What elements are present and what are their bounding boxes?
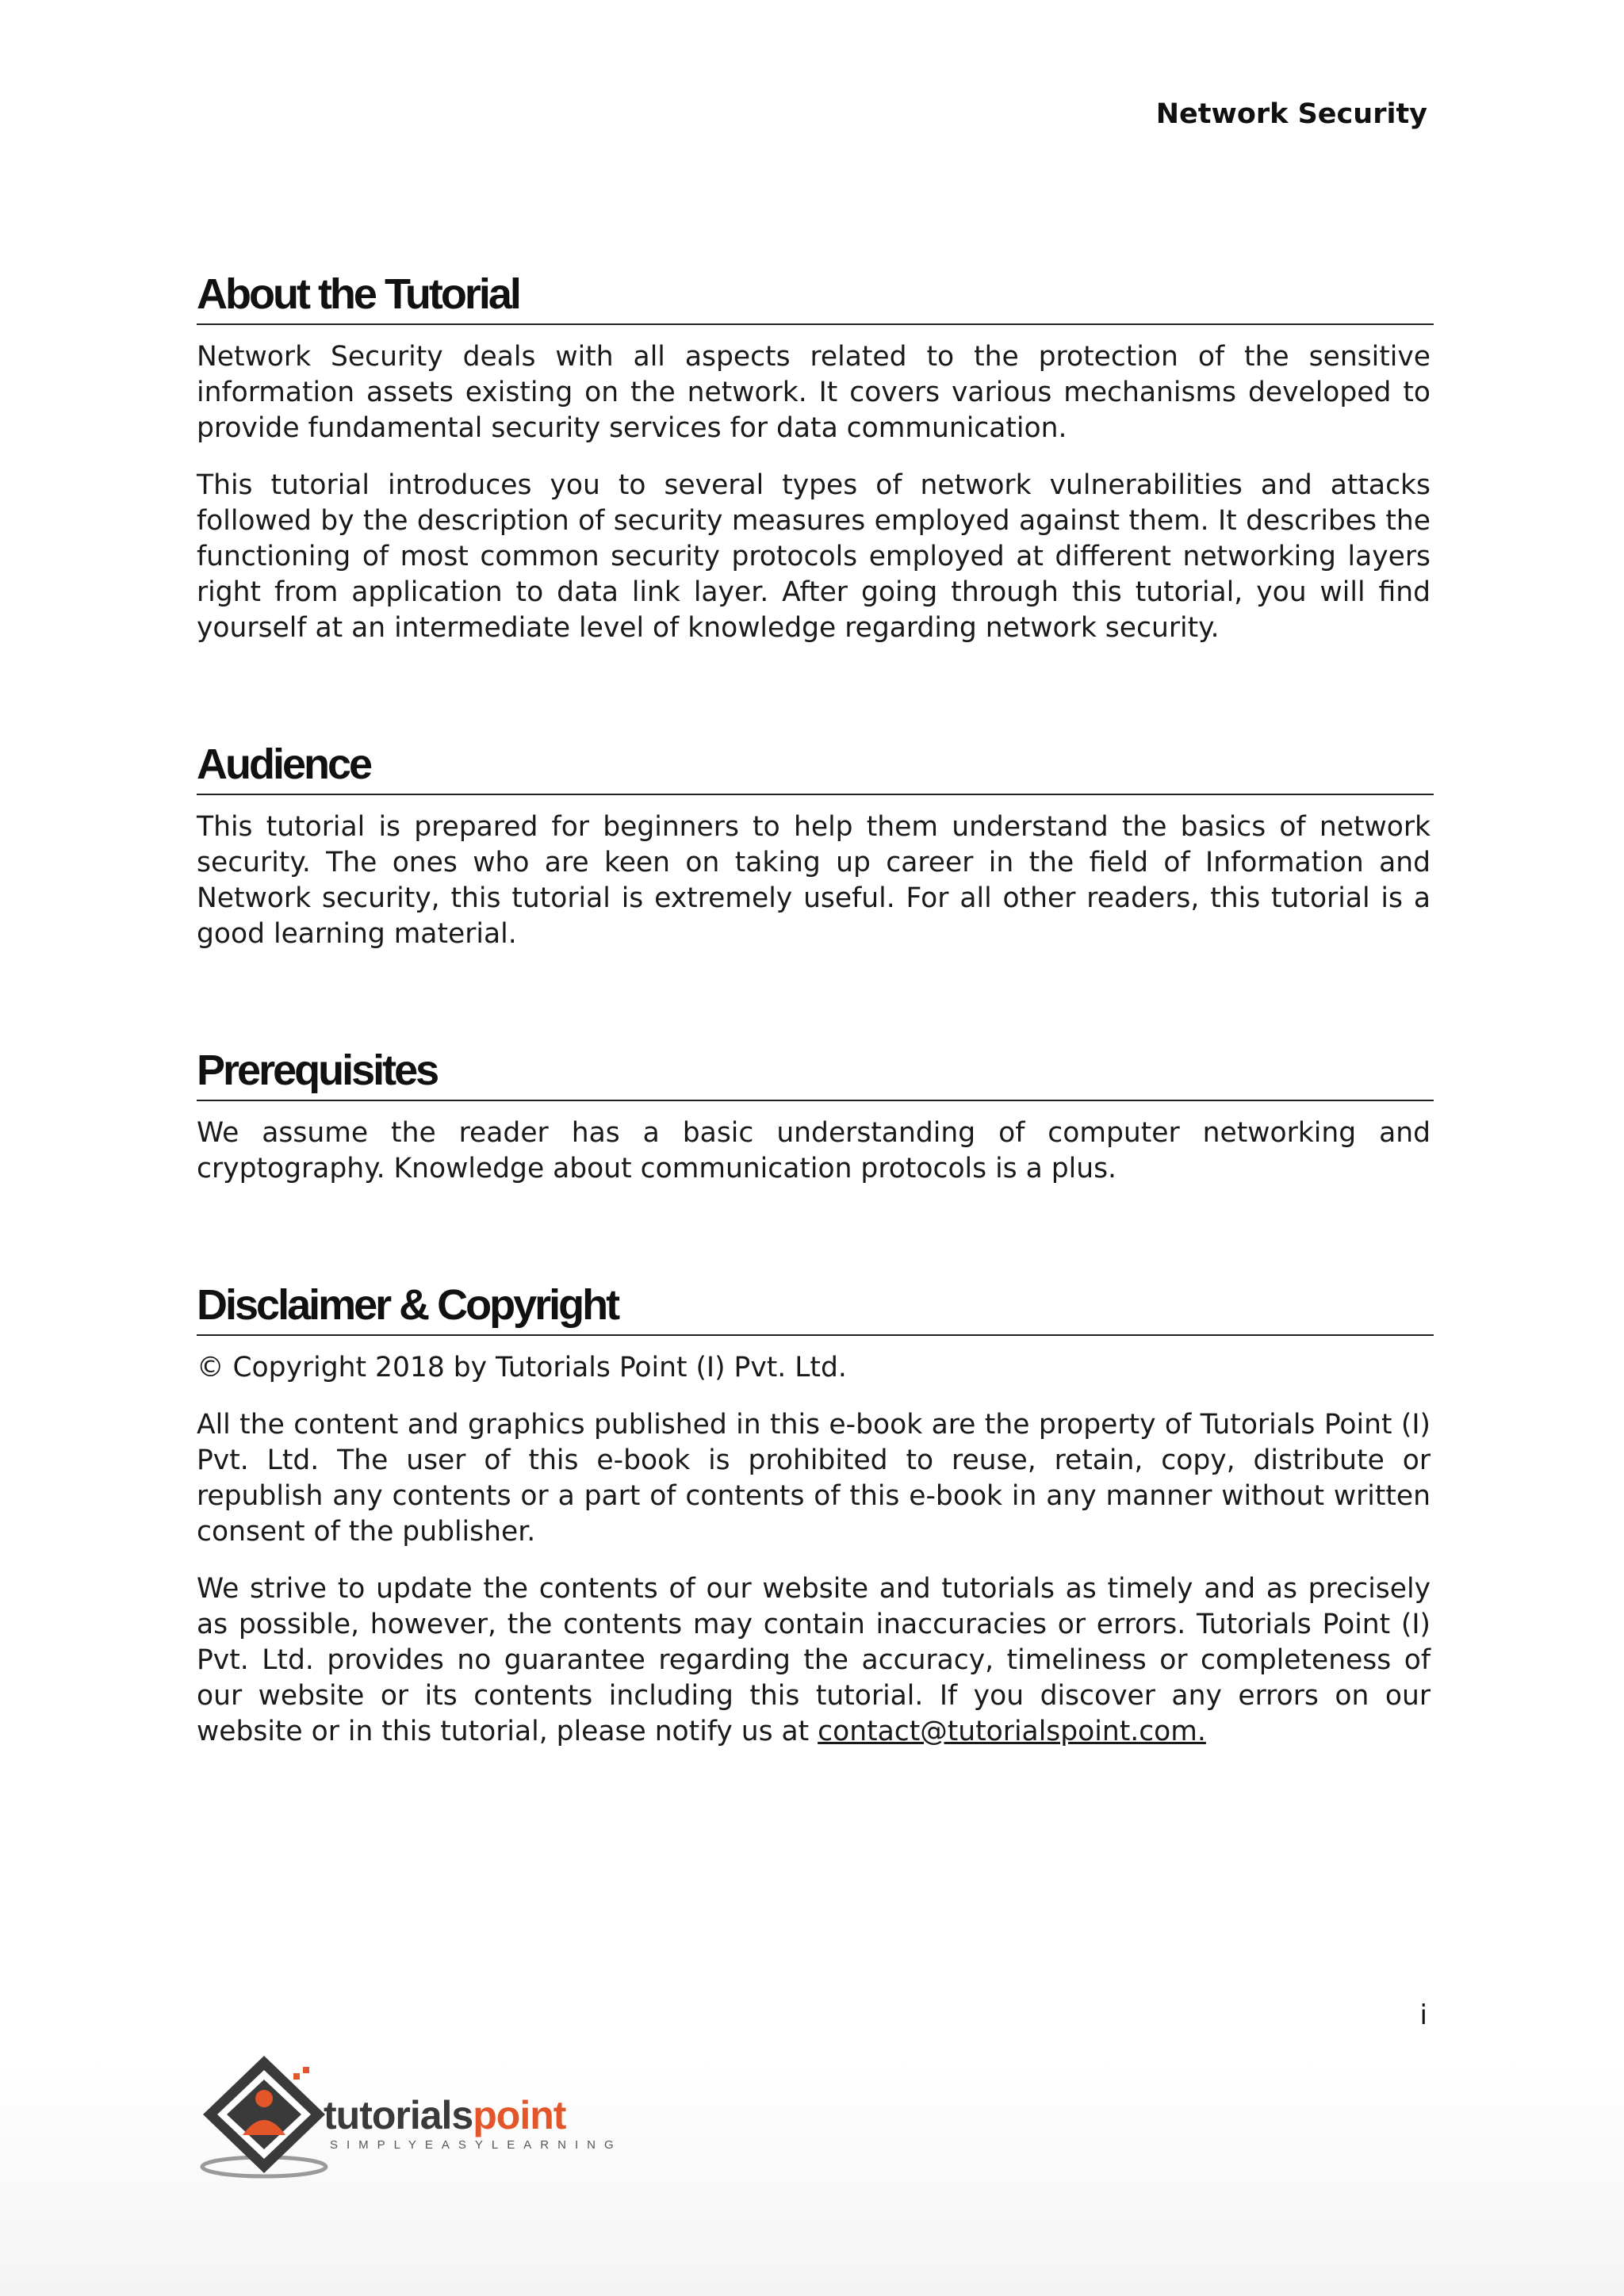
section-audience (197, 740, 1431, 952)
section-heading: Audience (197, 740, 1434, 795)
section-heading: Prerequisites (197, 1046, 1434, 1101)
logo-diamond-icon (197, 2049, 331, 2180)
section-heading: Disclaimer & Copyright (197, 1280, 1434, 1336)
logo-wordmark (324, 2095, 565, 2135)
contact-email-link[interactable]: contact@tutorialspoint.com. (818, 1716, 1206, 1748)
paragraph: All the content and graphics published in this e-book are the property of Tutorials Point (I) Pvt. Ltd. The user of this e-book is prohibited to reuse, retain, copy, distribute or republish any contents or a part of contents of this e-book in any manner without written consent of the publisher. (197, 1409, 1431, 1548)
running-header: Network Security (1155, 98, 1427, 130)
page-content (197, 270, 1431, 1750)
logo-tagline: SIMPLYEASYLEARNING (330, 2138, 622, 2152)
section-prerequisites (197, 1046, 1431, 1187)
section-about-the-tutorial (197, 270, 1431, 646)
copyright-line: © Copyright 2018 by Tutorials Point (I) Pvt. Ltd. (197, 1352, 847, 1384)
paragraph: This tutorial is prepared for beginners to help them understand the basics of network security. The ones who are keen on taking up career in the field of Information and Network security, this tutorial is extremely useful. For all other readers, this tutorial is a good learning material. (197, 811, 1431, 951)
logo-word-tutorials: tutorials (324, 2093, 473, 2137)
tutorialspoint-logo (197, 2049, 641, 2180)
page-number: i (1419, 1999, 1427, 2031)
paragraph: Network Security deals with all aspects related to the protection of the sensitive information assets existing on the network. It covers various mechanisms developed to provide fundamental security services for data communication. (197, 341, 1431, 445)
paragraph: This tutorial introduces you to several types of network vulnerabilities and attacks followed by the description of security measures employed against them. It describes the functioning of most common security protocols employed at different networking layers right from application to data link layer. After going through this tutorial, you will find yourself at an intermediate level of knowledge regarding network security. (197, 469, 1431, 645)
logo-word-point: point (473, 2093, 566, 2137)
paragraph-text: We strive to update the contents of our website and tutorials as timely and as precisely as possible, however, the contents may contain inaccuracies or errors. Tutorials Point (I) Pvt. Ltd. provides no guarantee regarding the accuracy, timeliness or completeness of our website or its contents including this tutorial. If you discover any errors on our website or in this tutorial, please notify us at (197, 1573, 1431, 1748)
section-disclaimer-copyright (197, 1280, 1431, 1750)
paragraph (197, 1571, 1431, 1750)
paragraph: We assume the reader has a basic understanding of computer networking and cryptography. Knowledge about communication protocols is a plus. (197, 1117, 1431, 1185)
section-heading: About the Tutorial (197, 270, 1434, 325)
